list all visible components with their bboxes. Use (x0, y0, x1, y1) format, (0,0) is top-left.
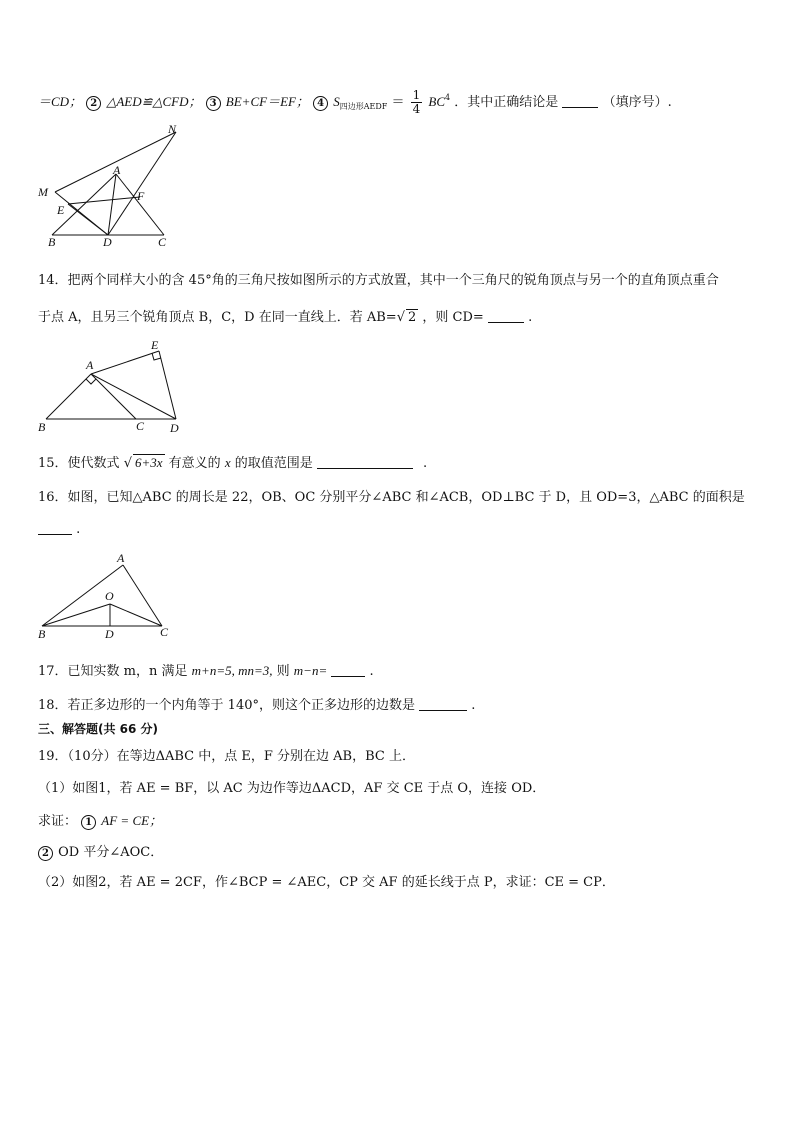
q15-mid1: 有意义的 (168, 456, 221, 471)
q17-line (38, 663, 374, 680)
fig14-label-a: A (86, 358, 94, 372)
fig13-label-a: A (113, 163, 121, 177)
fig14-label-d: D (170, 421, 179, 435)
fig13-label-m: M (38, 185, 48, 199)
q15-end: . (423, 456, 428, 471)
fig13-label-c: C (158, 235, 167, 249)
q13-bc-sup: 4 (445, 93, 451, 103)
fig13-label-e: E (57, 203, 65, 217)
fig16-label-c: C (160, 625, 169, 639)
q18-text: 18．若正多边形的一个内角等于 140°，则这个正多边形的边数是 (38, 698, 415, 713)
q17-answer-blank[interactable] (331, 664, 365, 677)
q13-equals: ＝ (391, 95, 405, 111)
q17-expr: m+n=5, mn=3, (191, 663, 273, 678)
circled-3: 3 (206, 96, 221, 111)
q13-area-symbol: S (333, 94, 340, 110)
figure-q16 (34, 550, 178, 644)
q14-end: . (528, 310, 533, 325)
fig13-label-f: F (137, 189, 145, 203)
circled-2: 2 (38, 846, 53, 861)
q19-line2: （1）如图1，若 AE = BF，以 AC 为边作等边ΔACD，AF 交 CE 于点 O，连接 OD． (38, 781, 546, 796)
q13-frac-num: 1 (412, 88, 421, 102)
sqrt-symbol: √ (123, 456, 132, 471)
q13-paren: （填序号）. (602, 95, 672, 111)
fig16-label-o: O (105, 589, 114, 603)
q13-frac-den: 4 (412, 102, 421, 117)
q17-end: . (369, 664, 374, 679)
circled-4: 4 (313, 96, 328, 111)
q18-line (38, 698, 475, 714)
q19-claim1: AF = CE； (101, 813, 163, 828)
q15-line (38, 454, 427, 472)
section3-title: 三、解答题(共 66 分) (38, 722, 159, 736)
q13-text-congruent: △AED≌△CFD； (106, 94, 202, 110)
q13-tail: ．其中正确结论是 (454, 95, 559, 111)
q15-var: x (224, 455, 231, 470)
q17-then: 则 (276, 664, 290, 679)
q19-claim2: OD 平分∠AOC． (58, 845, 164, 860)
q15-radicand: 6+3x (134, 455, 163, 470)
q19-line5: （2）如图2，若 AE = 2CF，作∠BCP = ∠AEC，CP 交 AF 的延长线于点 P，求证：CE = CP． (38, 875, 615, 890)
circled-2: 2 (86, 96, 101, 111)
fig16-label-b: B (38, 627, 46, 641)
q15-answer-blank[interactable] (317, 456, 413, 469)
fig13-label-d: D (103, 235, 112, 249)
figure-q13 (36, 122, 186, 250)
q13-text-cd: ＝CD； (38, 94, 83, 110)
q14-text-a: 于点 A，且另三个锐角顶点 B，C，D 在同一直线上．若 AB= (38, 310, 397, 325)
fig13-label-b: B (48, 235, 56, 249)
q17-pre: 17．已知实数 m，n 满足 (38, 664, 188, 679)
q19-line1: 19．（10分）在等边ΔABC 中，点 E，F 分别在边 AB，BC 上． (38, 749, 415, 764)
fig14-label-c: C (136, 419, 145, 433)
q13-bc: BC (428, 94, 446, 110)
q17-expr2: m−n= (293, 663, 328, 678)
q18-answer-blank[interactable] (419, 698, 467, 711)
q13-text-sum: BE+CF＝EF； (225, 94, 309, 110)
q13-fraction (411, 89, 423, 116)
q14-answer-blank[interactable] (488, 310, 524, 323)
sqrt-symbol: √ (396, 310, 405, 325)
q15-mid2: 的取值范围是 (234, 456, 313, 471)
q18-end: . (471, 698, 476, 713)
q19-line4 (38, 845, 163, 861)
q14-line1: 14．把两个同样大小的含 45°角的三角尺按如图所示的方式放置，其中一个三角尺的锐角顶点与另一个的直角顶点重合 (38, 273, 719, 288)
figure-q14 (34, 337, 190, 437)
fig16-label-d: D (105, 627, 114, 641)
q14-radicand: 2 (407, 310, 417, 325)
q16-line2 (38, 522, 80, 538)
q16-answer-blank[interactable] (38, 522, 72, 535)
q13-answer-blank[interactable] (562, 95, 598, 108)
q19-prove-label: 求证： (38, 814, 78, 829)
q14-text-b: ，则 CD= (422, 310, 484, 325)
q13-line (38, 89, 672, 116)
fig16-label-a: A (117, 551, 125, 565)
circled-1: 1 (81, 815, 96, 830)
fig14-label-b: B (38, 420, 46, 434)
fig14-label-e: E (151, 338, 159, 352)
q13-area-subscript: 四边形AEDF (339, 102, 388, 112)
fig13-label-n: N (168, 122, 177, 136)
q19-line3 (38, 813, 162, 830)
q14-line2 (38, 309, 532, 326)
q15-pre: 15．使代数式 (38, 456, 120, 471)
q16-line1: 16．如图，已知△ABC 的周长是 22，OB、OC 分别平分∠ABC 和∠ACB，OD⊥BC 于 D，且 OD=3，△ABC 的面积是 (38, 490, 745, 505)
q16-end: . (76, 522, 81, 537)
